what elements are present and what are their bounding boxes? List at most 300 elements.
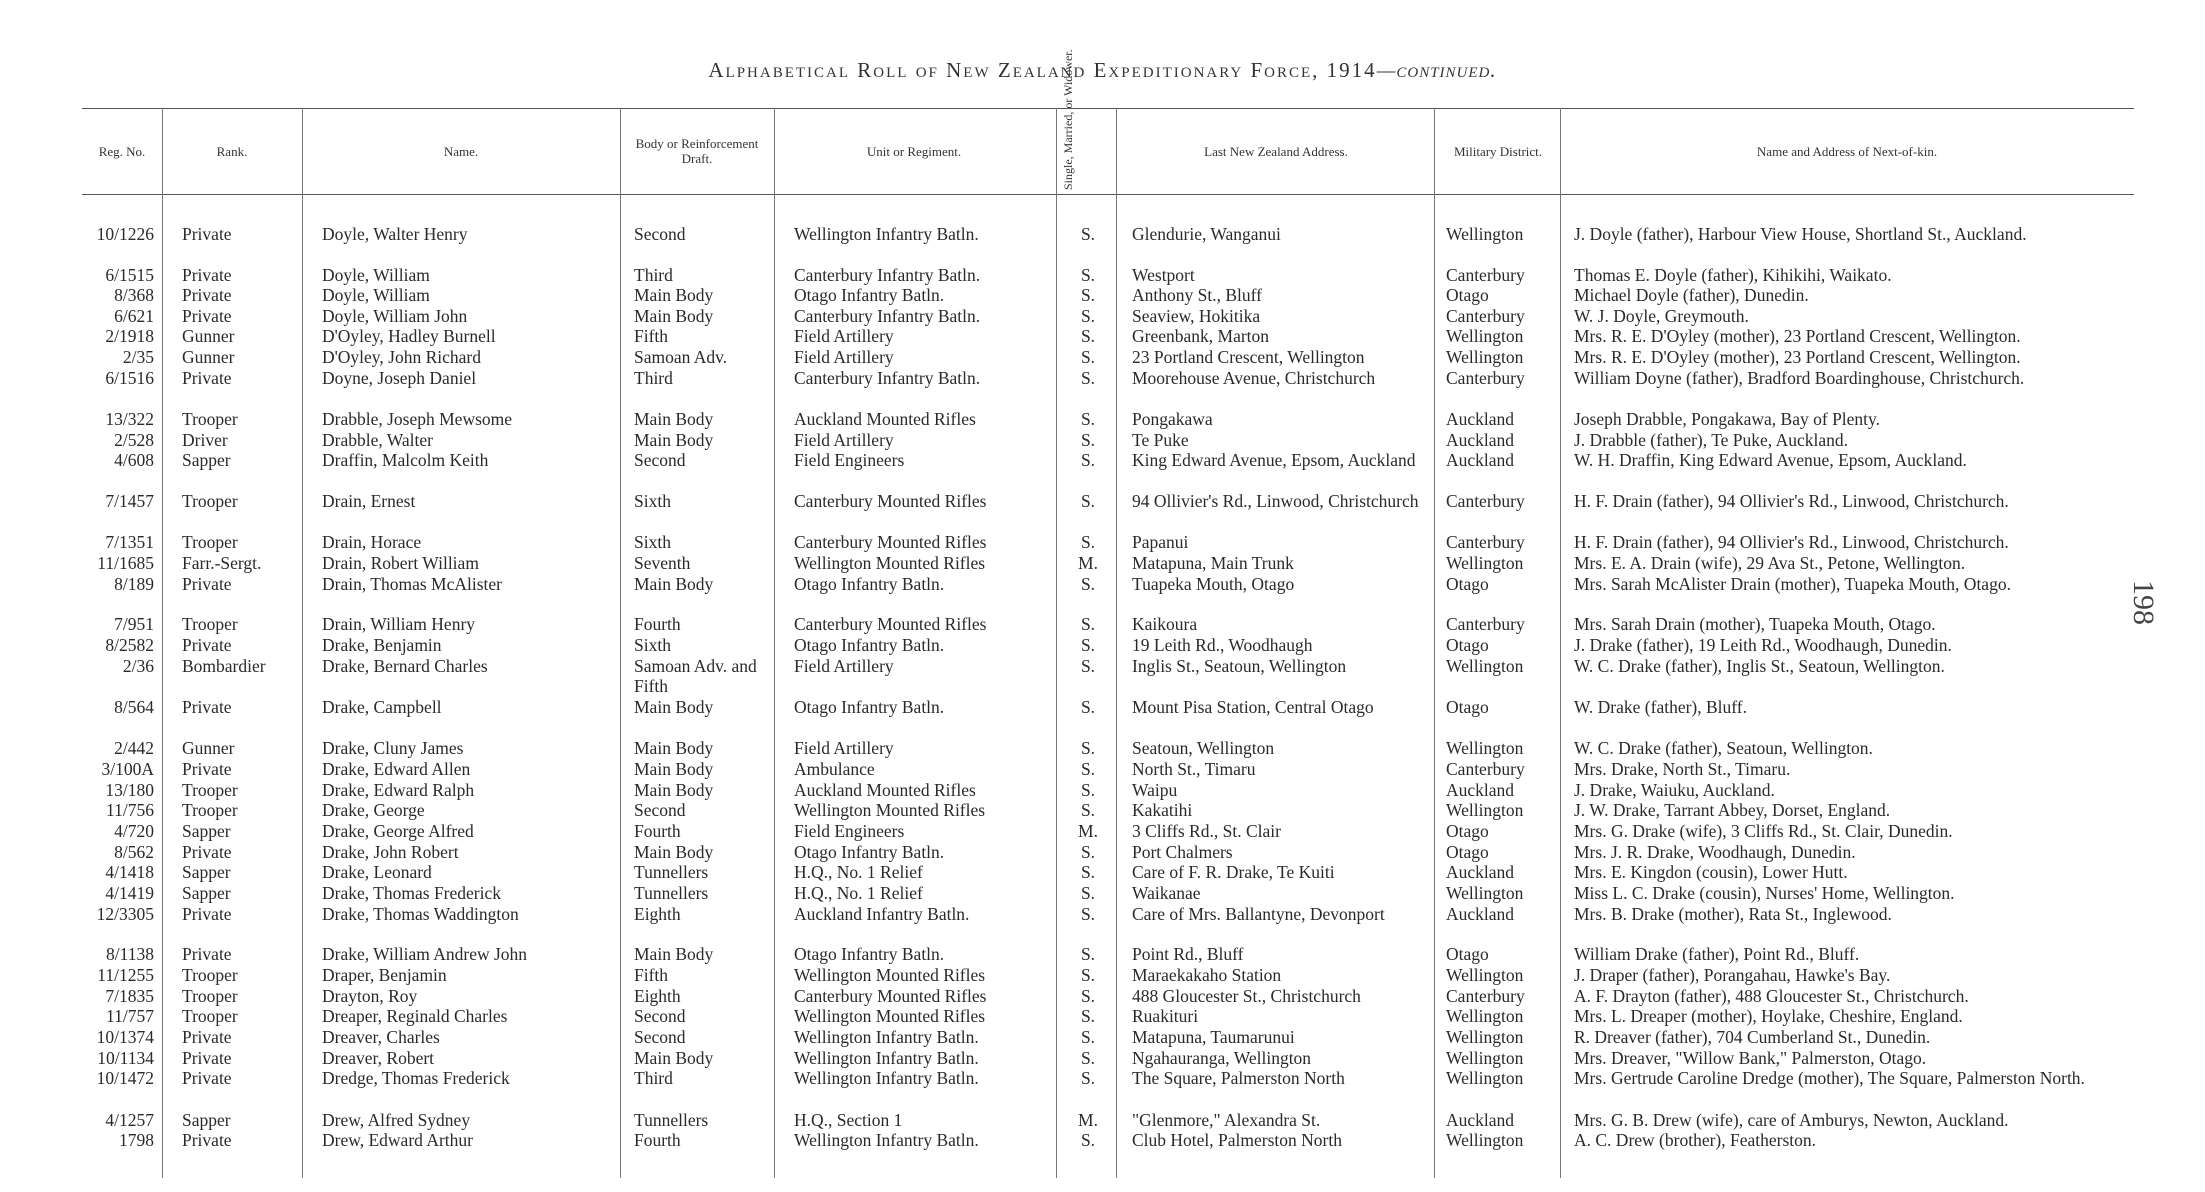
cell-address: Kaikoura [1132,614,1198,634]
cell-address: Maraekakaho Station [1132,965,1282,985]
cell-rank: Private [182,285,232,305]
cell-unit: Canterbury Infantry Batln. [794,265,981,285]
cell-unit: Otago Infantry Batln. [794,842,945,862]
cell-name: Dreaper, Reginald Charles [322,1006,508,1026]
cell-reg: 6/1516 [105,368,154,388]
cell-reg: 4/1419 [105,883,154,903]
cell-reg: 13/322 [105,409,154,429]
cell-district: Auckland [1446,430,1515,450]
cell-unit: Wellington Infantry Batln. [794,1027,979,1047]
cell-draft: Fourth [634,614,681,634]
column-divider [1560,108,1561,1178]
cell-district: Canterbury [1446,759,1525,779]
header-draft: Body or Reinforcement Draft. [635,136,759,166]
cell-status: S. [1080,1048,1096,1068]
cell-reg: 1798 [119,1130,154,1150]
cell-name: Drain, Thomas McAlister [322,574,502,594]
cell-unit: Field Artillery [794,430,894,450]
cell-kin: Mrs. R. E. D'Oyley (mother), 23 Portland Crescent, Wellington. [1574,347,2021,367]
cell-name: Doyne, Joseph Daniel [322,368,477,388]
cell-status: S. [1080,347,1096,367]
cell-status: S. [1080,450,1096,470]
cell-status: S. [1080,883,1096,903]
cell-kin: Thomas E. Doyle (father), Kihikihi, Waikato. [1574,265,1892,285]
cell-kin: Mrs. B. Drake (mother), Rata St., Inglewood. [1574,904,1892,924]
cell-rank: Private [182,1068,232,1088]
cell-reg: 10/1374 [96,1027,154,1047]
cell-unit: Canterbury Mounted Rifles [794,491,987,511]
cell-name: Drake, George Alfred [322,821,474,841]
cell-draft: Fifth [634,965,669,985]
cell-name: Drain, William Henry [322,614,476,634]
cell-reg: 11/1255 [97,965,154,985]
cell-rank: Private [182,306,232,326]
cell-address: Kakatihi [1132,800,1193,820]
cell-district: Otago [1446,842,1489,862]
cell-district: Canterbury [1446,986,1525,1006]
cell-kin: Mrs. G. B. Drew (wife), care of Amburys, Newton, Auckland. [1574,1110,2009,1130]
cell-district: Otago [1446,697,1489,717]
cell-address: Inglis St., Seatoun, Wellington [1132,656,1347,676]
cell-kin: W. C. Drake (father), Inglis St., Seatoun, Wellington. [1574,656,1945,676]
cell-name: Drake, Cluny James [322,738,464,758]
cell-reg: 8/564 [114,697,154,717]
cell-draft: Tunnellers [634,1110,709,1130]
cell-name: Dreaver, Charles [322,1027,440,1047]
cell-status: S. [1080,1006,1096,1026]
cell-rank: Farr.-Sergt. [182,553,262,573]
cell-reg: 10/1134 [97,1048,154,1068]
cell-district: Canterbury [1446,614,1525,634]
cell-status: S. [1080,491,1096,511]
cell-kin: H. F. Drain (father), 94 Ollivier's Rd., Linwood, Christchurch. [1574,491,2009,511]
cell-draft: Second [634,450,686,470]
cell-address: Seatoun, Wellington [1132,738,1275,758]
cell-status: S. [1080,986,1096,1006]
cell-rank: Bombardier [182,656,266,676]
cell-address: Tuapeka Mouth, Otago [1132,574,1295,594]
cell-draft: Fifth [634,326,669,346]
column-divider [302,108,303,1178]
cell-address: Care of Mrs. Ballantyne, Devonport [1132,904,1385,924]
cell-name: Draffin, Malcolm Keith [322,450,489,470]
cell-kin: J. Drabble (father), Te Puke, Auckland. [1574,430,1848,450]
cell-address: 23 Portland Crescent, Wellington [1132,347,1365,367]
cell-unit: Field Artillery [794,656,894,676]
cell-rank: Private [182,224,232,244]
cell-district: Otago [1446,635,1489,655]
column-divider [1434,108,1435,1178]
cell-name: Drake, William Andrew John [322,944,528,964]
cell-district: Wellington [1446,800,1524,820]
cell-status: S. [1080,430,1096,450]
cell-draft: Fourth [634,1130,681,1150]
cell-status: S. [1080,409,1096,429]
cell-reg: 8/562 [114,842,154,862]
cell-reg: 11/756 [106,800,154,820]
cell-rank: Private [182,1130,232,1150]
cell-name: Doyle, William John [322,306,468,326]
cell-district: Wellington [1446,738,1524,758]
cell-reg: 8/1138 [106,944,154,964]
header-bottom-rule [82,194,2134,195]
cell-draft: Sixth [634,491,671,511]
cell-unit: Otago Infantry Batln. [794,944,945,964]
cell-kin: Mrs. Sarah Drain (mother), Tuapeka Mouth, Otago. [1574,614,1936,634]
cell-unit: Wellington Infantry Batln. [794,1048,979,1068]
cell-district: Auckland [1446,780,1515,800]
cell-address: Te Puke [1132,430,1189,450]
cell-address: North St., Timaru [1132,759,1256,779]
cell-kin: J. Doyle (father), Harbour View House, Shortland St., Auckland. [1574,224,2027,244]
cell-status: S. [1080,635,1096,655]
cell-name: Drake, Leonard [322,862,432,882]
cell-kin: Mrs. Gertrude Caroline Dredge (mother), The Square, Palmerston North. [1574,1068,2085,1088]
cell-address: 94 Ollivier's Rd., Linwood, Christchurch [1132,491,1419,511]
cell-unit: Field Engineers [794,450,905,470]
cell-address: Papanui [1132,532,1189,552]
cell-status: S. [1080,965,1096,985]
cell-name: Dredge, Thomas Frederick [322,1068,510,1088]
cell-unit: H.Q., Section 1 [794,1110,903,1130]
cell-rank: Driver [182,430,228,450]
cell-unit: H.Q., No. 1 Relief [794,883,923,903]
cell-kin: Michael Doyle (father), Dunedin. [1574,285,1809,305]
cell-unit: Canterbury Mounted Rifles [794,986,987,1006]
cell-address: Club Hotel, Palmerston North [1132,1130,1342,1150]
cell-draft: Second [634,224,686,244]
cell-district: Canterbury [1446,532,1525,552]
cell-draft: Eighth [634,904,681,924]
cell-draft: Third [634,265,673,285]
cell-name: Drake, Edward Ralph [322,780,475,800]
cell-kin: W. Drake (father), Bluff. [1574,697,1747,717]
cell-kin: Mrs. Dreaver, "Willow Bank," Palmerston, Otago. [1574,1048,1927,1068]
cell-reg: 8/189 [114,574,154,594]
cell-reg: 10/1472 [96,1068,154,1088]
cell-kin: H. F. Drain (father), 94 Ollivier's Rd., Linwood, Christchurch. [1574,532,2009,552]
cell-reg: 4/720 [114,821,154,841]
cell-unit: Auckland Mounted Rifles [794,780,976,800]
cell-name: D'Oyley, Hadley Burnell [322,326,496,346]
cell-rank: Trooper [182,491,238,511]
cell-draft: Seventh [634,553,691,573]
cell-status: S. [1080,800,1096,820]
cell-rank: Trooper [182,986,238,1006]
cell-status: S. [1080,368,1096,388]
cell-status: S. [1080,532,1096,552]
cell-status: S. [1080,944,1096,964]
cell-status: S. [1080,842,1096,862]
cell-reg: 7/951 [114,614,154,634]
cell-reg: 2/442 [114,738,154,758]
cell-unit: Otago Infantry Batln. [794,574,945,594]
header-address: Last New Zealand Address. [1204,143,1348,159]
cell-rank: Sapper [182,862,231,882]
cell-district: Wellington [1446,553,1524,573]
cell-reg: 4/1418 [105,862,154,882]
cell-unit: Wellington Infantry Batln. [794,224,979,244]
cell-draft: Second [634,1006,686,1026]
cell-district: Wellington [1446,1068,1524,1088]
cell-draft: Main Body [634,285,714,305]
header-rank: Rank. [216,143,248,159]
cell-district: Auckland [1446,450,1515,470]
cell-name: Drain, Ernest [322,491,416,511]
cell-kin: J. Drake, Waiuku, Auckland. [1574,780,1775,800]
cell-district: Wellington [1446,965,1524,985]
cell-name: Drake, Edward Allen [322,759,471,779]
cell-district: Otago [1446,285,1489,305]
cell-draft: Third [634,1068,673,1088]
cell-draft: Main Body [634,430,714,450]
cell-rank: Private [182,1048,232,1068]
header-next-of-kin: Name and Address of Next-of-kin. [1756,143,1938,159]
cell-address: Port Chalmers [1132,842,1233,862]
cell-address: Waikanae [1132,883,1201,903]
cell-kin: William Drake (father), Point Rd., Bluff. [1574,944,1860,964]
cell-draft: Second [634,1027,686,1047]
cell-reg: 2/36 [122,656,154,676]
cell-rank: Trooper [182,780,238,800]
header-reg-no: Reg. No. [98,143,146,159]
cell-reg: 7/1835 [105,986,154,1006]
cell-name: Dreaver, Robert [322,1048,435,1068]
cell-unit: Field Engineers [794,821,905,841]
cell-district: Otago [1446,574,1489,594]
cell-draft: Main Body [634,697,714,717]
cell-rank: Gunner [182,738,235,758]
cell-address: Glendurie, Wanganui [1132,224,1281,244]
page-title [0,58,2205,83]
cell-kin: Mrs. Sarah McAlister Drain (mother), Tuapeka Mouth, Otago. [1574,574,2011,594]
cell-kin: Mrs. L. Dreaper (mother), Hoylake, Cheshire, England. [1574,1006,1963,1026]
cell-draft: Main Body [634,306,714,326]
cell-name: Drayton, Roy [322,986,418,1006]
cell-address: Ngahauranga, Wellington [1132,1048,1312,1068]
cell-unit: Canterbury Mounted Rifles [794,532,987,552]
cell-rank: Gunner [182,347,235,367]
cell-reg: 7/1351 [105,532,154,552]
cell-rank: Trooper [182,614,238,634]
cell-rank: Private [182,635,232,655]
cell-rank: Private [182,842,232,862]
cell-district: Canterbury [1446,306,1525,326]
cell-unit: Otago Infantry Batln. [794,697,945,717]
cell-name: Doyle, William [322,285,430,305]
cell-reg: 13/180 [105,780,154,800]
cell-status: M. [1078,553,1098,573]
cell-draft: Fourth [634,821,681,841]
cell-draft: Main Body [634,1048,714,1068]
title-continued: —continued. [1376,58,1497,82]
cell-kin: J. Draper (father), Porangahau, Hawke's Bay. [1574,965,1891,985]
cell-address: Seaview, Hokitika [1132,306,1261,326]
cell-rank: Sapper [182,450,231,470]
cell-address: Care of F. R. Drake, Te Kuiti [1132,862,1335,882]
cell-reg: 4/608 [114,450,154,470]
cell-status: S. [1080,759,1096,779]
cell-district: Wellington [1446,656,1524,676]
cell-status: S. [1080,1130,1096,1150]
cell-unit: Field Artillery [794,347,894,367]
cell-address: The Square, Palmerston North [1132,1068,1345,1088]
cell-name: Drake, Bernard Charles [322,656,488,676]
cell-unit: Otago Infantry Batln. [794,285,945,305]
cell-status: S. [1080,904,1096,924]
cell-name: Drain, Robert William [322,553,479,573]
cell-reg: 11/757 [106,1006,154,1026]
cell-draft: Samoan Adv. and Fifth [634,656,757,696]
cell-name: Drake, Thomas Frederick [322,883,501,903]
cell-draft: Main Body [634,738,714,758]
cell-address: Matapuna, Main Trunk [1132,553,1294,573]
cell-unit: Field Artillery [794,326,894,346]
cell-district: Auckland [1446,862,1515,882]
cell-reg: 7/1457 [105,491,154,511]
cell-district: Canterbury [1446,265,1525,285]
cell-rank: Private [182,368,232,388]
cell-draft: Main Body [634,780,714,800]
cell-address: Point Rd., Bluff [1132,944,1244,964]
cell-address: Greenbank, Marton [1132,326,1270,346]
cell-rank: Private [182,904,232,924]
cell-draft: Main Body [634,842,714,862]
cell-draft: Main Body [634,574,714,594]
cell-kin: Mrs. G. Drake (wife), 3 Cliffs Rd., St. Clair, Dunedin. [1574,821,1953,841]
cell-draft: Main Body [634,944,714,964]
cell-name: Drake, Thomas Waddington [322,904,519,924]
cell-name: D'Oyley, John Richard [322,347,482,367]
cell-unit: Auckland Mounted Rifles [794,409,976,429]
cell-kin: Mrs. E. Kingdon (cousin), Lower Hutt. [1574,862,1848,882]
cell-rank: Sapper [182,821,231,841]
cell-kin: Miss L. C. Drake (cousin), Nurses' Home, Wellington. [1574,883,1955,903]
cell-rank: Private [182,944,232,964]
cell-kin: R. Dreaver (father), 704 Cumberland St., Dunedin. [1574,1027,1931,1047]
cell-rank: Private [182,759,232,779]
cell-unit: Wellington Infantry Batln. [794,1130,979,1150]
cell-rank: Sapper [182,1110,231,1130]
cell-unit: Canterbury Mounted Rifles [794,614,987,634]
cell-kin: A. F. Drayton (father), 488 Gloucester St., Christchurch. [1574,986,1969,1006]
cell-address: 19 Leith Rd., Woodhaugh [1132,635,1313,655]
cell-address: Moorehouse Avenue, Christchurch [1132,368,1376,388]
cell-unit: Canterbury Infantry Batln. [794,306,981,326]
cell-kin: W. H. Draffin, King Edward Avenue, Epsom, Auckland. [1574,450,1967,470]
cell-draft: Samoan Adv. [634,347,728,367]
cell-unit: Wellington Mounted Rifles [794,1006,986,1026]
cell-unit: Canterbury Infantry Batln. [794,368,981,388]
cell-kin: William Doyne (father), Bradford Boardinghouse, Christchurch. [1574,368,2025,388]
cell-status: S. [1080,1027,1096,1047]
column-divider [162,108,163,1178]
cell-reg: 11/1685 [97,553,154,573]
cell-unit: Field Artillery [794,738,894,758]
cell-rank: Trooper [182,965,238,985]
cell-rank: Sapper [182,883,231,903]
cell-district: Auckland [1446,904,1515,924]
cell-unit: Wellington Mounted Rifles [794,553,986,573]
cell-district: Auckland [1446,409,1515,429]
cell-reg: 4/1257 [105,1110,154,1130]
cell-draft: Sixth [634,635,671,655]
cell-name: Draper, Benjamin [322,965,447,985]
cell-address: Pongakawa [1132,409,1213,429]
column-divider [774,108,775,1178]
cell-name: Drake, Benjamin [322,635,442,655]
cell-rank: Gunner [182,326,235,346]
cell-name: Drake, John Robert [322,842,459,862]
cell-draft: Second [634,800,686,820]
cell-name: Doyle, William [322,265,430,285]
cell-district: Wellington [1446,347,1524,367]
cell-rank: Trooper [182,409,238,429]
cell-reg: 6/1515 [105,265,154,285]
cell-status: S. [1080,614,1096,634]
cell-draft: Tunnellers [634,862,709,882]
cell-kin: W. C. Drake (father), Seatoun, Wellington. [1574,738,1873,758]
cell-rank: Trooper [182,532,238,552]
cell-address: Ruakituri [1132,1006,1199,1026]
header-name: Name. [443,143,479,159]
cell-rank: Private [182,1027,232,1047]
column-divider [620,108,621,1178]
cell-kin: Mrs. J. R. Drake, Woodhaugh, Dunedin. [1574,842,1856,862]
cell-unit: H.Q., No. 1 Relief [794,862,923,882]
cell-district: Canterbury [1446,368,1525,388]
cell-kin: Mrs. R. E. D'Oyley (mother), 23 Portland Crescent, Wellington. [1574,326,2021,346]
cell-address: King Edward Avenue, Epsom, Auckland [1132,450,1416,470]
cell-reg: 8/368 [114,285,154,305]
cell-unit: Wellington Mounted Rifles [794,965,986,985]
title-main: Alphabetical Roll of New Zealand Expeditionary Force, 1914 [708,58,1377,82]
cell-name: Drake, Campbell [322,697,442,717]
cell-name: Drew, Alfred Sydney [322,1110,471,1130]
cell-rank: Private [182,574,232,594]
page-number: 198 [2127,580,2160,625]
cell-reg: 10/1226 [96,224,154,244]
cell-kin: Mrs. E. A. Drain (wife), 29 Ava St., Petone, Wellington. [1574,553,1966,573]
cell-status: S. [1080,326,1096,346]
cell-address: Westport [1132,265,1195,285]
cell-address: Waipu [1132,780,1178,800]
cell-name: Drake, George [322,800,425,820]
cell-kin: Joseph Drabble, Pongakawa, Bay of Plenty. [1574,409,1881,429]
header-district: Military District. [1453,143,1543,159]
cell-district: Wellington [1446,1006,1524,1026]
cell-unit: Ambulance [794,759,875,779]
cell-district: Wellington [1446,224,1524,244]
cell-status: S. [1080,306,1096,326]
cell-rank: Trooper [182,800,238,820]
cell-draft: Tunnellers [634,883,709,903]
cell-unit: Otago Infantry Batln. [794,635,945,655]
cell-status: S. [1080,862,1096,882]
cell-name: Doyle, Walter Henry [322,224,468,244]
cell-kin: A. C. Drew (brother), Featherston. [1574,1130,1817,1150]
cell-district: Wellington [1446,1130,1524,1150]
cell-name: Drabble, Joseph Mewsome [322,409,513,429]
cell-reg: 2/35 [122,347,154,367]
cell-draft: Eighth [634,986,681,1006]
cell-kin: J. W. Drake, Tarrant Abbey, Dorset, England. [1574,800,1891,820]
cell-name: Drain, Horace [322,532,422,552]
cell-name: Drabble, Walter [322,430,433,450]
cell-draft: Main Body [634,409,714,429]
cell-reg: 3/100A [101,759,154,779]
table-top-rule [82,108,2134,109]
